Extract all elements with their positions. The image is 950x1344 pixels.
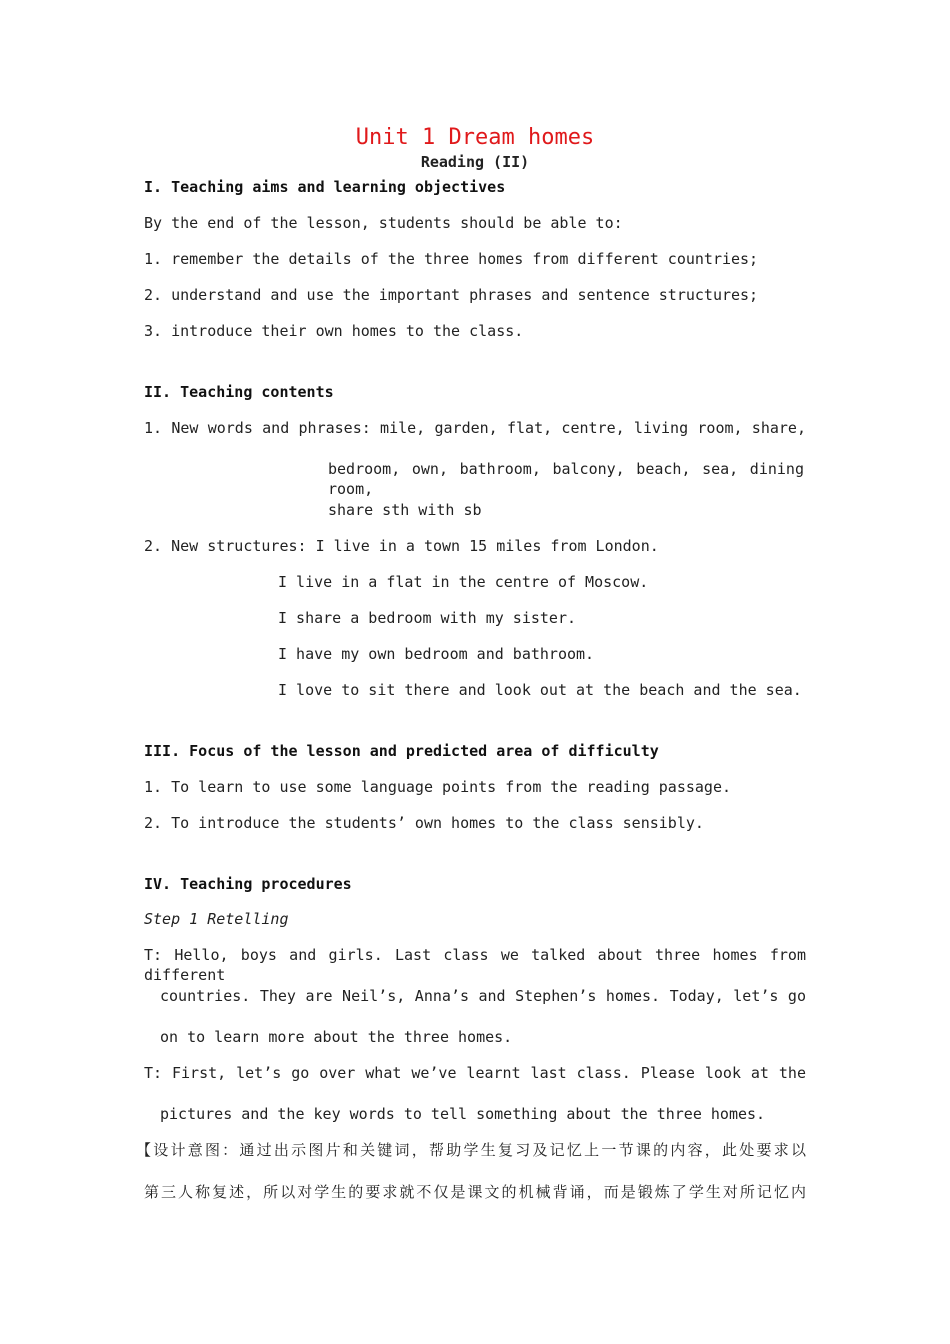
section-4-heading: IV. Teaching procedures [144,875,352,893]
new-words-line: bedroom, own, bathroom, balcony, beach, sea, dining room, [328,460,804,498]
teacher-speech-line: T: Hello, boys and girls. Last class we talked about three homes from different [144,946,806,984]
section-1-item: 1. remember the details of the three homes from different countries; [144,250,759,268]
new-words-line: share sth with sb [328,501,482,519]
document-subtitle: Reading (II) [420,153,530,171]
new-structures-line: I share a bedroom with my sister. [278,609,577,627]
section-3-item: 1. To learn to use some language points from the reading passage. [144,778,731,796]
design-intent-line: 第三人称复述，所以对学生的要求就不仅是课文的机械背诵，而是锻炼了学生对所记忆内 [144,1183,806,1201]
section-1-intro: By the end of the lesson, students should be able to: [144,214,623,232]
section-1-item: 3. introduce their own homes to the class. [144,322,524,340]
teacher-speech-line: pictures and the key words to tell something about the three homes. [160,1105,766,1123]
section-1-heading: I. Teaching aims and learning objectives [144,178,506,196]
teacher-speech-line: on to learn more about the three homes. [160,1028,513,1046]
new-structures-line: I live in a flat in the centre of Moscow. [278,573,649,591]
new-structures-line: 2. New structures: I live in a town 15 miles from London. [144,537,659,555]
design-intent-line: 【设计意图：通过出示图片和关键词，帮助学生复习及记忆上一节课的内容，此处要求以 [136,1141,806,1159]
section-2-heading: II. Teaching contents [144,383,334,401]
step-title: Step 1 Retelling [144,910,289,928]
new-structures-line: I have my own bedroom and bathroom. [278,645,595,663]
section-3-heading: III. Focus of the lesson and predicted area of difficulty [144,742,659,760]
new-words-line: 1. New words and phrases: mile, garden, flat, centre, living room, share, [144,419,806,437]
document-title: Unit 1 Dream homes [355,125,595,150]
teacher-speech-line: T: First, let’s go over what we’ve learnt last class. Please look at the [144,1064,806,1082]
new-structures-line: I love to sit there and look out at the beach and the sea. [278,681,802,699]
section-1-item: 2. understand and use the important phrases and sentence structures; [144,286,759,304]
teacher-speech-line: countries. They are Neil’s, Anna’s and Stephen’s homes. Today, let’s go [160,987,806,1005]
section-3-item: 2. To introduce the students’ own homes to the class sensibly. [144,814,704,832]
